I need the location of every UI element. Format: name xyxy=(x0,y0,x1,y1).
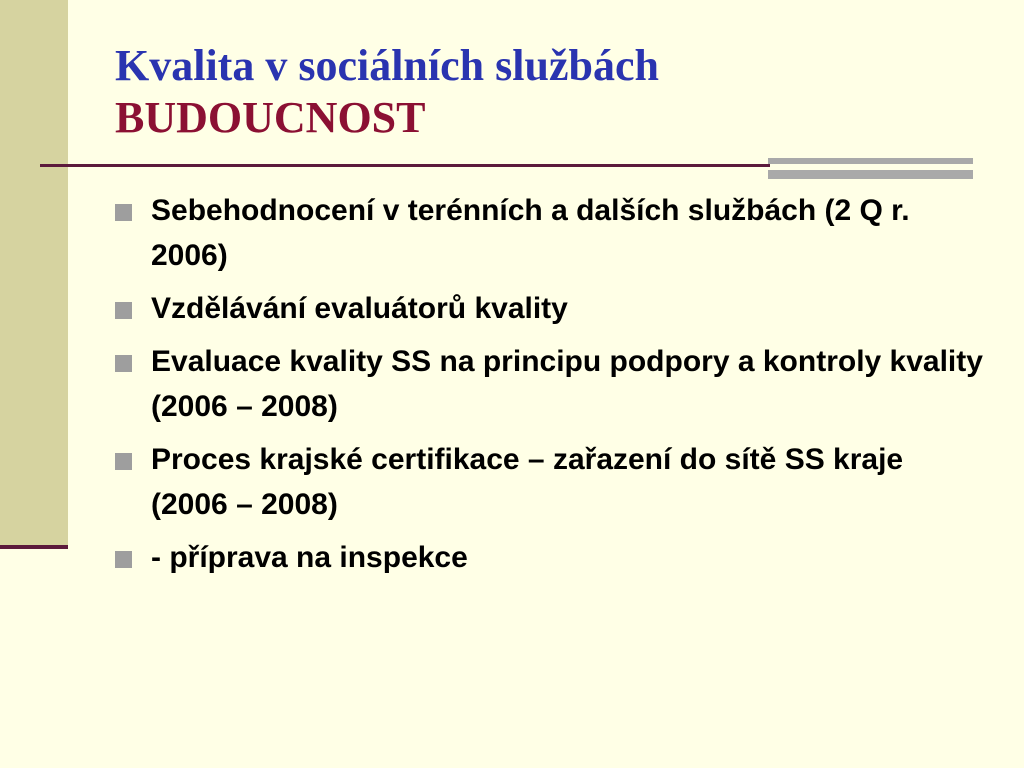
bullet-text: - příprava na inspekce xyxy=(151,541,468,574)
square-bullet-icon xyxy=(115,302,132,319)
title-divider-line xyxy=(40,164,770,167)
square-bullet-icon xyxy=(115,453,132,470)
bullet-item xyxy=(115,535,985,580)
bullet-text: Sebehodnocení v terénních a dalších službách (2 Q r. 2006) xyxy=(151,194,910,272)
bullet-item xyxy=(115,437,985,527)
square-bullet-icon xyxy=(115,355,132,372)
left-decorative-band xyxy=(0,0,68,545)
bullet-item xyxy=(115,286,985,331)
bullet-list xyxy=(115,188,985,588)
bullet-text: Proces krajské certifikace – zařazení do sítě SS kraje (2006 – 2008) xyxy=(151,443,904,521)
square-bullet-icon xyxy=(115,204,132,221)
bullet-item xyxy=(115,188,985,278)
accent-bar-top xyxy=(768,158,973,164)
title-line-1: Kvalita v sociálních službách xyxy=(115,41,659,90)
square-bullet-icon xyxy=(115,551,132,568)
slide-title xyxy=(115,40,659,144)
left-band-underline xyxy=(0,545,68,549)
bullet-text: Evaluace kvality SS na principu podpory a kontroly kvality (2006 – 2008) xyxy=(151,345,983,423)
title-line-2: BUDOUCNOST xyxy=(115,93,426,142)
accent-bar-bottom xyxy=(768,170,973,179)
bullet-item xyxy=(115,339,985,429)
bullet-text: Vzdělávání evaluátorů kvality xyxy=(151,292,568,325)
